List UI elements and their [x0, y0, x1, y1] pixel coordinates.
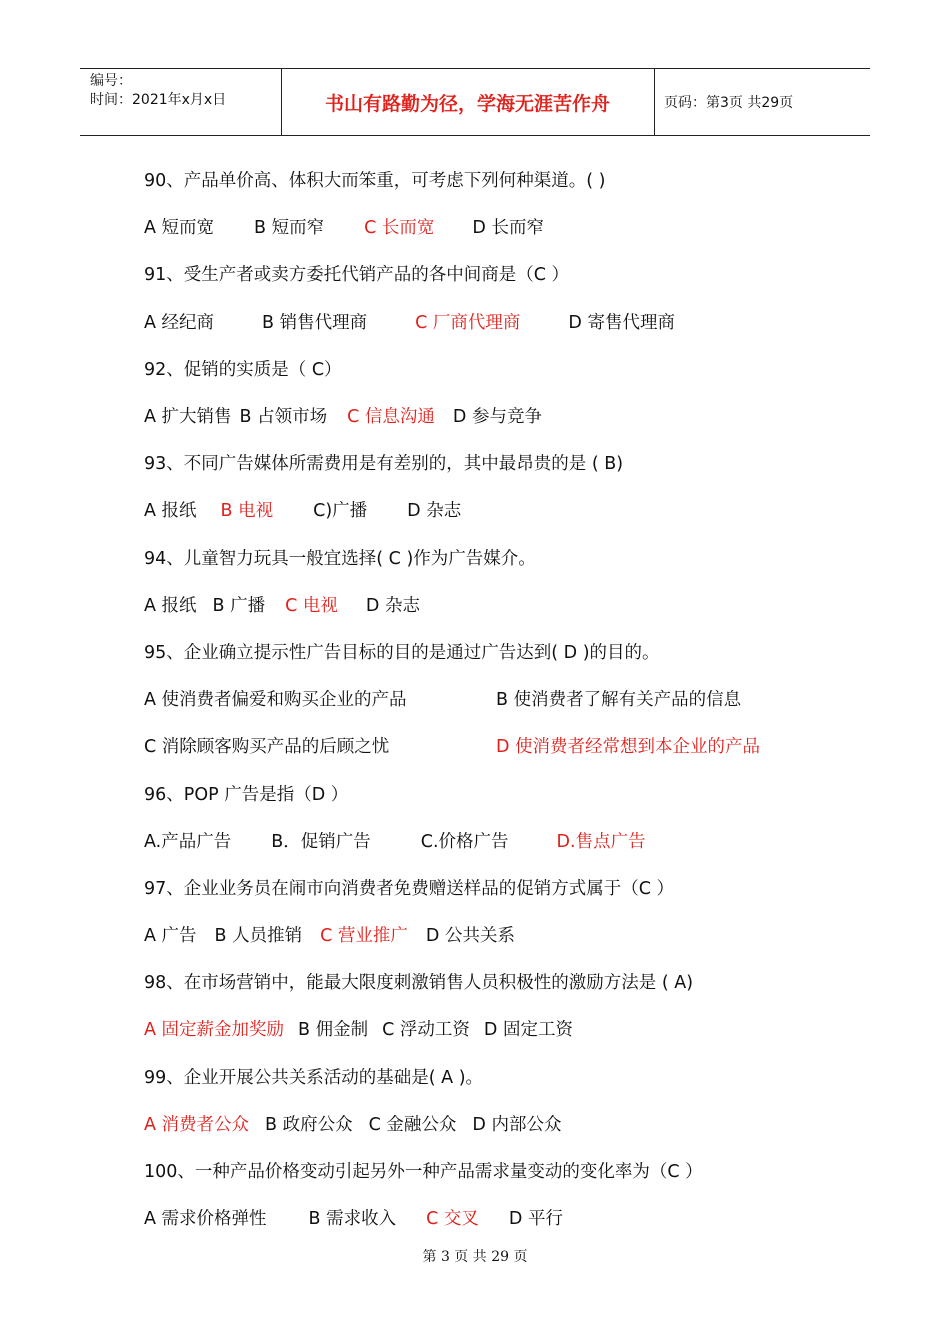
options-row [144, 298, 864, 345]
question-list [144, 156, 864, 1241]
time-label: 时间：2021年x月x日 [90, 92, 227, 108]
option-d: D 杂志 [365, 595, 420, 616]
option-a: A 报纸 [144, 501, 197, 522]
option-a: A 经纪商 [144, 312, 215, 333]
option-d: D 长而窄 [472, 218, 544, 239]
option-b: B．促销广告 [271, 831, 371, 852]
option-c: C 金融公众 [368, 1114, 457, 1135]
option-b: B 政府公众 [265, 1114, 353, 1135]
option-a: A 固定薪金加奖励 [144, 1020, 285, 1041]
number-label: 编号： [90, 73, 132, 89]
question-stem: 95、企业确立提示性广告目标的目的是通过广告达到( D )的目的。 [144, 642, 660, 663]
option-b: B 销售代理商 [262, 312, 368, 333]
option-d: D 参与竞争 [452, 407, 542, 428]
option-b: B 需求收入 [308, 1209, 397, 1230]
options-row [144, 911, 864, 958]
option-a: A 需求价格弹性 [144, 1209, 267, 1230]
option-c: C 长而宽 [364, 218, 435, 239]
options-row [144, 203, 864, 250]
option-d: D 寄售代理商 [568, 312, 675, 333]
options-row [144, 1194, 864, 1241]
option-b: B 人员推销 [214, 926, 303, 947]
option-d: D 杂志 [407, 501, 462, 522]
option-c: C 电视 [285, 595, 338, 616]
header-divider [654, 69, 655, 135]
question-stem: 98、在市场营销中，能最大限度刺激销售人员积极性的激励方法是 ( A) [144, 973, 694, 994]
option-d: D 内部公众 [472, 1114, 562, 1135]
question-stem: 91、受生产者或卖方委托代销产品的各中间商是（C ） [144, 265, 570, 286]
options-row [144, 581, 864, 628]
question-stem: 97、企业业务员在闹市向消费者免费赠送样品的促销方式属于（C ） [144, 878, 675, 899]
option-b: B 占领市场 [239, 407, 328, 428]
question-stem: 94、儿童智力玩具一般宜选择( C )作为广告媒介。 [144, 548, 536, 569]
options-row [144, 1100, 864, 1147]
option-a: A 广告 [144, 926, 197, 947]
option-b: B 电视 [220, 501, 274, 522]
options-row [144, 722, 864, 769]
question-stem: 100、一种产品价格变动引起另外一种产品需求量变动的变化率为（C ） [144, 1162, 703, 1183]
page-header [80, 68, 870, 136]
question-stem: 90、产品单价高、体积大而笨重，可考虑下列何种渠道。( ) [144, 171, 606, 192]
page-footer: 第 3 页 共 29 页 [422, 1249, 528, 1265]
header-motto: 书山有路勤为径，学海无涯苦作舟 [324, 92, 610, 115]
question-stem: 96、POP 广告是指（D ） [144, 784, 349, 805]
option-c: C 交叉 [426, 1209, 479, 1230]
page-info: 页码：第3页 共29页 [664, 95, 794, 111]
option-d: D.售点广告 [556, 831, 646, 852]
option-a: A 报纸 [144, 595, 197, 616]
question-stem: 99、企业开展公共关系活动的基础是( A )。 [144, 1067, 484, 1088]
option-c: C 信息沟通 [347, 407, 435, 428]
option-c: C 营业推广 [320, 926, 408, 947]
option-b: B 广播 [212, 595, 266, 616]
options-row [144, 675, 864, 722]
option-b: B 佣金制 [298, 1020, 369, 1041]
option-d: D 平行 [508, 1209, 563, 1230]
options-row [144, 1005, 864, 1052]
options-row [144, 392, 864, 439]
option-c: C)广播 [313, 501, 368, 522]
options-row [144, 817, 864, 864]
question-stem: 93、不同广告媒体所需费用是有差别的，其中最昂贵的是 ( B) [144, 454, 624, 475]
question-stem: 92、促销的实质是（ C） [144, 359, 342, 380]
options-row [144, 486, 864, 533]
option-b: B 短而窄 [254, 218, 325, 239]
option-a: A 使消费者偏爱和购买企业的产品 [144, 690, 407, 711]
option-c: C 浮动工资 [382, 1020, 470, 1041]
option-a: A.产品广告 [144, 831, 232, 852]
option-c: C.价格广告 [420, 831, 509, 852]
option-c: C 消除顾客购买产品的后顾之忧 [144, 737, 390, 758]
option-a: A 短而宽 [144, 218, 215, 239]
header-meta [90, 72, 226, 110]
option-a: A 消费者公众 [144, 1114, 250, 1135]
option-a: A 扩大销售 [144, 407, 232, 428]
option-b: B 使消费者了解有关产品的信息 [496, 690, 742, 711]
option-c: C 厂商代理商 [415, 312, 521, 333]
option-d: D 公共关系 [425, 926, 515, 947]
option-d: D 固定工资 [483, 1020, 573, 1041]
option-d: D 使消费者经常想到本企业的产品 [496, 737, 761, 758]
